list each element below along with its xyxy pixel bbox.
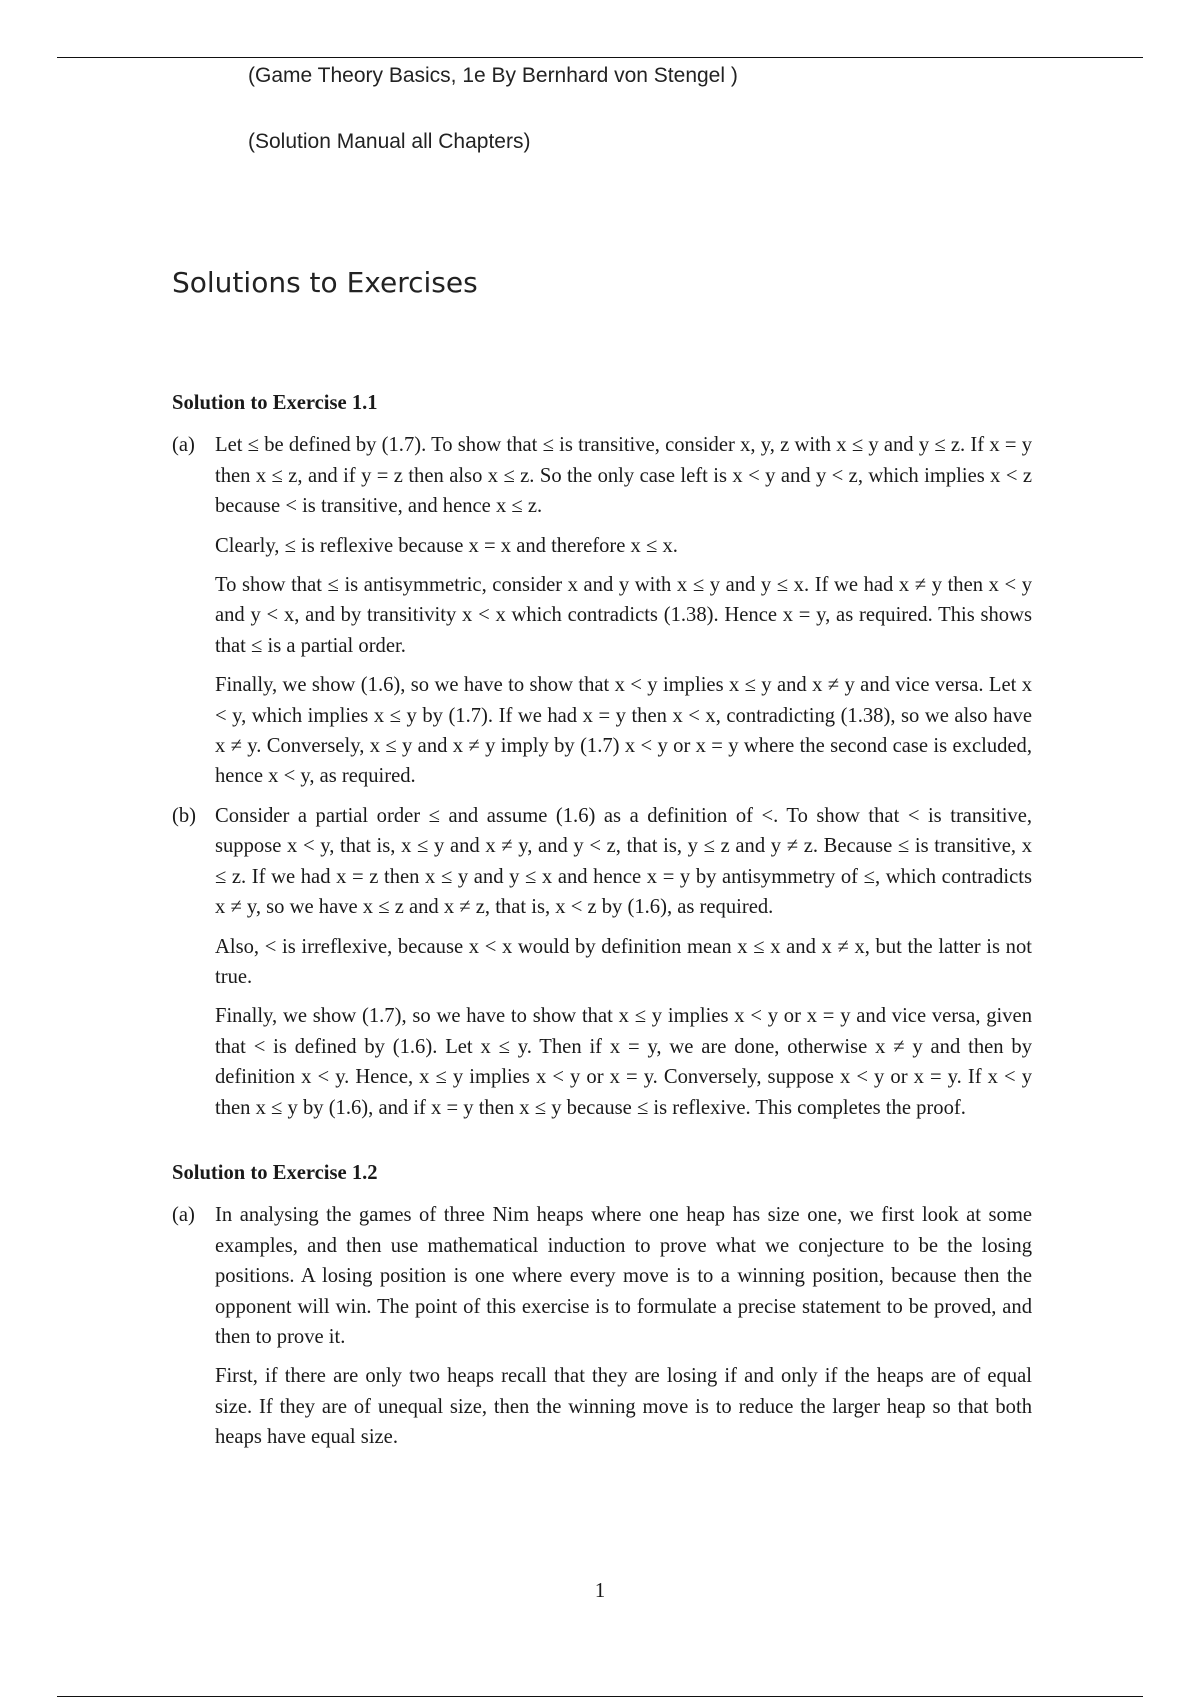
part-a — [172, 1200, 1032, 1452]
exercise-1-2 — [172, 1158, 1032, 1453]
part-label: (b) — [172, 804, 197, 827]
exercise-heading: Solution to Exercise 1.2 — [172, 1161, 378, 1184]
paragraph: First, if there are only two heaps recall that they are losing if and only if the heaps are of equal size. If they are of unequal size, then the winning move is to reduce the larger heap so that both heaps have equal size. — [215, 1365, 1032, 1449]
page-number: 1 — [594, 1578, 606, 1602]
paragraph: Clearly, ≤ is reflexive because x = x and therefore x ≤ x. — [215, 534, 678, 557]
part-label: (a) — [172, 434, 195, 457]
paragraph: To show that ≤ is antisymmetric, consider x and y with x ≤ y and y ≤ x. If we had x ≠ y then x < y and y < x, and by transitivity x < x which contradicts (1.38). Hence x = y, as required. This shows that ≤ is a partial order. — [215, 574, 1032, 657]
paragraph: Consider a partial order ≤ and assume (1.6) as a definition of <. To show that < is transitive, suppose x < y, that is, x ≤ y and x ≠ y, and y < z, that is, y ≤ z and y ≠ z. Because ≤ is transitive, x ≤ z. If we had x = z then x ≤ y and y ≤ x and hence x = y by antisymmetry of ≤, which contradicts x ≠ y, so we have x ≤ z and x ≠ z, that is, x < z by (1.6), as required. — [215, 804, 1032, 919]
document-header-title: (Game Theory Basics, 1e By Bernhard von Stengel ) — [248, 64, 738, 87]
document-header-subtitle: (Solution Manual all Chapters) — [248, 130, 531, 153]
top-rule — [57, 57, 1143, 58]
part-label: (a) — [172, 1204, 195, 1227]
paragraph: Also, < is irreflexive, because x < x would by definition mean x ≤ x and x ≠ x, but the latter is not true. — [215, 935, 1032, 988]
part-b — [172, 801, 1032, 1123]
part-a — [172, 430, 1032, 791]
section-title: Solutions to Exercises — [172, 266, 478, 299]
exercise-heading: Solution to Exercise 1.1 — [172, 392, 378, 414]
paragraph: Let ≤ be defined by (1.7). To show that ≤ is transitive, consider x, y, z with x ≤ y and y ≤ z. If x = y then x ≤ z, and if y = z then also x ≤ z. So the only case left is x < y and y < z, which implies x < z because < is transitive, and hence x ≤ z. — [215, 434, 1032, 518]
paragraph: In analysing the games of three Nim heaps where one heap has size one, we first look at some examples, and then use mathematical induction to prove what we conjecture to be the losing positions. A losing position is one where every move is to a winning position, because then the opponent will win. The point of this exercise is to formulate a precise statement to be proved, and then to prove it. — [215, 1204, 1032, 1348]
bottom-rule — [57, 1696, 1143, 1697]
paragraph: Finally, we show (1.7), so we have to show that x ≤ y implies x < y or x = y and vice versa, given that < is defined by (1.6). Let x ≤ y. Then if x = y, we are done, otherwise x ≠ y and then by definition x < y. Hence, x ≤ y implies x < y or x = y. Conversely, suppose x < y or x = y. If x < y then x ≤ y by (1.6), and if x = y then x ≤ y because ≤ is reflexive. This completes the proof. — [215, 1005, 1032, 1119]
paragraph: Finally, we show (1.6), so we have to show that x < y implies x ≤ y and x ≠ y and vice versa. Let x < y, which implies x ≤ y by (1.7). If we had x = y then x < x, contradicting (1.38), so we also have x ≠ y. Conversely, x ≤ y and x ≠ y imply by (1.7) x < y or x = y where the second case is excluded, hence x < y, as required. — [215, 674, 1032, 788]
exercise-1-1 — [172, 388, 1032, 1123]
page-content — [172, 388, 1032, 1462]
